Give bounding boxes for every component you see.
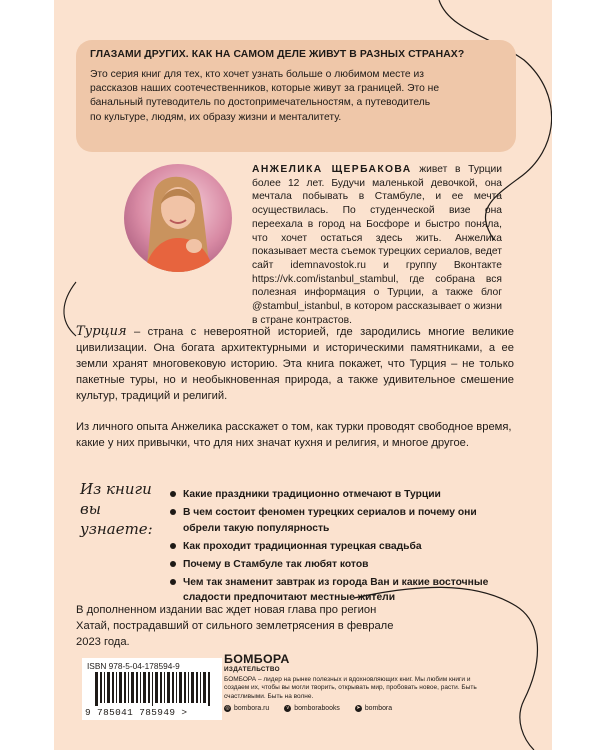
turkey-script-word: Турция [76,324,127,339]
barcode-bar [107,672,110,703]
barcode-bar [196,672,198,703]
barcode-bar [179,672,182,703]
series-description [90,68,502,125]
learn-label-line: Из книги [80,480,152,498]
barcode-bar [104,672,105,703]
learn-list [170,487,500,608]
new-chapter-paragraph: В дополненном издании вас ждет новая глава про регион Хатай, пострадавший от сильного землетрясения в феврале 2023 года. [76,604,394,648]
series-intro-box [76,40,516,152]
social-instagram [224,705,269,712]
vk-icon: v [284,705,291,712]
publisher-block [224,652,514,712]
isbn-label: ISBN 978-5-04-178594-9 [87,661,180,671]
publisher-subtitle: ИЗДАТЕЛЬСТВО [224,666,280,673]
series-line: банальный путеводитель по достопримечательностям, а путеводитель [90,97,431,109]
social-label: bombora [364,705,393,713]
author-name: АНЖЕЛИКА ЩЕРБАКОВА [252,164,412,175]
list-item: В чем состоит феномен турецких сериалов и почему они обрели такую популярность [170,505,500,536]
barcode-bar [131,672,134,703]
list-item: Как проходит традиционная турецкая свадьба [170,539,500,554]
instagram-icon: ◎ [225,705,230,712]
turkey-text: – страна с невероятной историей, где зародились многие великие цивилизации. Она богата архитектурными и историческими памятниками, а ее земли хранят многовековую историю. Эта книга покажет, что Турция – не только пакетные туры, но и необыкновенная природа, а также удивительное смешение культур, традиций и религий. [76,326,514,402]
barcode-bar [164,672,165,703]
barcode-bar [100,672,102,703]
series-line: Это серия книг для тех, кто хочет узнать больше о любимом месте из [90,69,424,80]
learn-label [80,479,170,539]
barcode-bar [124,672,126,703]
barcode-bar [143,672,146,703]
barcode-bar [95,672,98,706]
barcode-bar [140,672,141,703]
publisher-socials [224,705,514,712]
list-item: Чем так знаменит завтрак из города Ван и какие восточные сладости предпочитают местные жители [170,575,500,606]
publisher-logo: БОМБОРА [224,652,290,666]
list-item: Почему в Стамбуле так любят котов [170,557,500,572]
barcode-bars [95,672,213,706]
barcode-bar [116,672,117,703]
barcode-bar [148,672,150,703]
series-title: ГЛАЗАМИ ДРУГИХ. КАК НА САМОМ ДЕЛЕ ЖИВУТ В РАЗНЫХ СТРАНАХ? [90,49,465,60]
barcode-bar [128,672,129,703]
barcode-bar [172,672,174,703]
social-label: bomborabooks [294,705,340,713]
turkey-paragraph [76,324,514,405]
barcode-bar [176,672,177,703]
barcode-bar [160,672,162,703]
barcode-bar [136,672,138,703]
social-telegram [355,705,392,712]
telegram-icon: ➤ [356,705,361,712]
social-label: bombora.ru [234,705,270,713]
learn-label-line: вы узнаете: [80,500,153,538]
list-item: Какие праздники традиционно отмечают в Турции [170,487,500,502]
experience-paragraph: Из личного опыта Анжелика расскажет о том, как турки проводят свободное время, какие у них привычки, что для них значат кухня и религия, и многое другое. [76,421,512,449]
barcode-bar [203,672,206,703]
author-photo [124,164,232,272]
barcode-bar [200,672,201,703]
barcode-bar [208,672,210,706]
barcode-digits: 9 785041 785949 > [85,707,188,718]
social-vk [284,705,340,712]
book-back-cover [54,0,552,750]
barcode-bar [152,672,153,706]
barcode-bar [112,672,114,703]
author-bio-text: живет в Турции более 12 лет. Будучи маленькой девочкой, она мечтала побывать в Стамбуле, и ее мечта осуществилась. По студенческой визе она переехала в город на Босфоре и быстро поняла, что хочет остаться здесь жить. Анжелика показывает места съемок турецких сериалов, ведет сайт idemnavostok.ru и группу Вконтакте https://vk.com/istanbul_stambul, где собрана вся полезная информация о Турции, а также блог @stambul_istanbul, в котором рассказывает о жизни в стране контрастов. [252,164,503,326]
barcode-bar [188,672,189,703]
series-line: по культуре, людям, их образу жизни и менталитету. [90,111,342,123]
barcode-bar [119,672,122,703]
barcode-bar [191,672,194,703]
publisher-description: БОМБОРА – лидер на рынке полезных и вдохновляющих книг. Мы любим книги и создаем их, чтобы вы могли творить, открывать мир, пробовать новое, расти. Быть счастливыми. Быть на волне. [224,676,477,700]
author-bio [252,163,502,327]
barcode-bar [184,672,186,703]
barcode-bar [155,672,158,703]
barcode [82,658,222,720]
barcode-bar [167,672,170,703]
series-line: рассказов наших соотечественников, которые живут за границей. Это не [90,83,440,95]
